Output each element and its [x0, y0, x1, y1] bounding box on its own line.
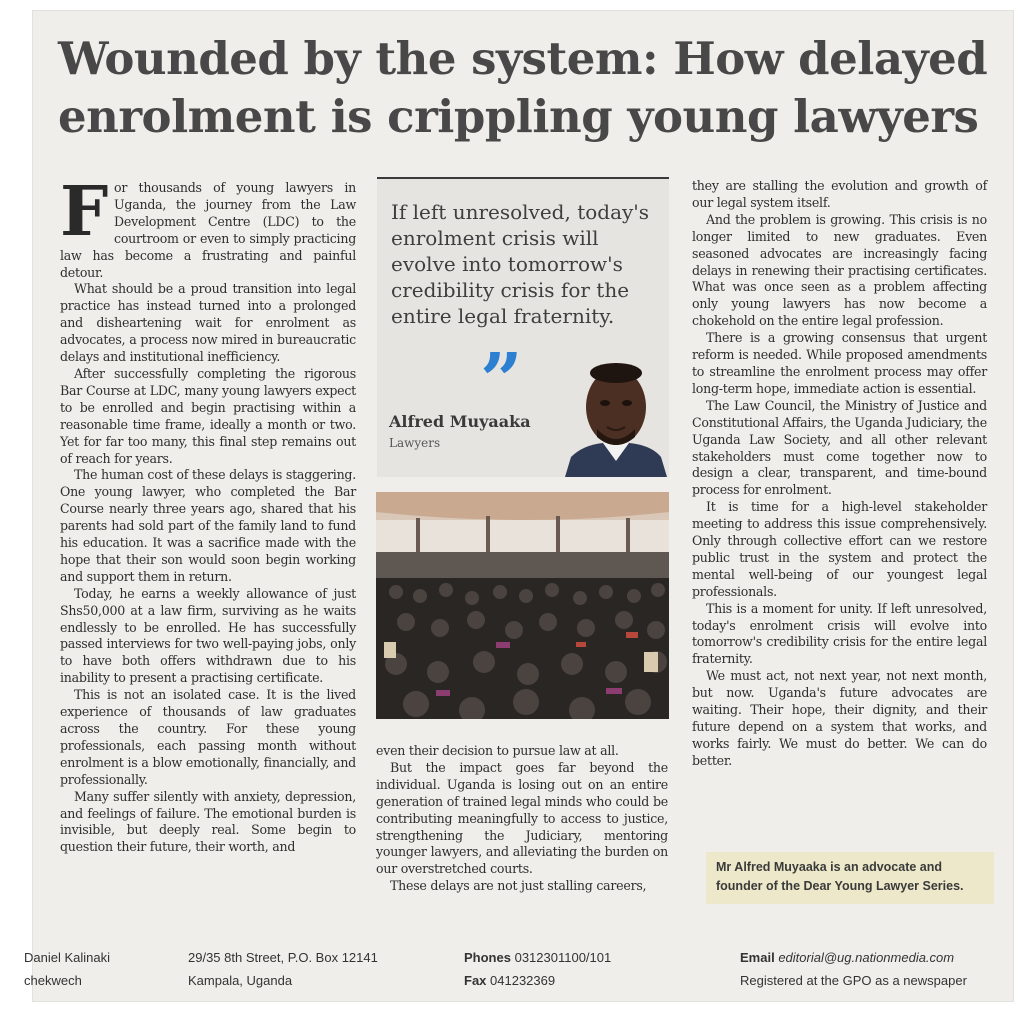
author-bio: Mr Alfred Muyaaka is an advocate and founder of the Dear Young Lawyer Series.: [706, 852, 994, 904]
footer-email: [740, 946, 967, 992]
paragraph: There is a growing consensus that urgent reform is needed. While proposed amendments to streamline the enrolment process may offer long-term hope, immediate action is essential.: [692, 330, 987, 396]
paragraph: This is not an isolated case. It is the lived experience of thousands of law graduates across the country. For these young professionals, each passing month without enrolment is a blow emotionally, financially, and professionally.: [60, 687, 356, 787]
footer-names: [24, 946, 110, 992]
quote-mark-icon: ”: [480, 338, 523, 424]
phones-label: Phones: [464, 950, 511, 965]
article-column-1: [60, 172, 356, 856]
email-value[interactable]: editorial@ug.nationmedia.com: [778, 950, 955, 965]
phones-value: 0312301100/101: [514, 950, 612, 965]
footer-address-line1: 29/35 8th Street, P.O. Box 12141: [188, 950, 378, 965]
paragraph: The Law Council, the Ministry of Justice and Constitutional Affairs, the Uganda Judiciary, the Uganda Law Society, and all other relevant stakeholders must come together now to design a clear, transparent, and time-bound process for enrolment.: [692, 397, 987, 498]
paragraph: It is time for a high-level stakeholder meeting to address this issue comprehensively. Only through collective effort can we restore public trust in the system and protect the mental well-being of our youngest legal professionals.: [692, 499, 987, 599]
drop-cap: F: [60, 172, 109, 252]
article-column-3: [692, 178, 987, 770]
paragraph: Many suffer silently with anxiety, depression, and feelings of failure. The emotional burden is invisible, but deeply real. Some begin to question their future, their worth, and: [60, 788, 356, 855]
footer-editor-name: Daniel Kalinaki: [24, 950, 110, 965]
footer-address-line2: Kampala, Uganda: [188, 973, 293, 988]
paragraph: The human cost of these delays is staggering. One young lawyer, who completed the Bar Course nearly three years ago, shared that his parents had sold part of the family land to fund his education. It was a sacrifice made with the hope that their son would soon begin working and support them in return.: [60, 467, 356, 584]
headline: Wounded by the system: How delayed enrolment is crippling young lawyers: [58, 32, 988, 143]
email-label: Email: [740, 950, 775, 965]
footer-address: [188, 946, 378, 992]
paragraph: After successfully completing the rigorous Bar Course at LDC, many young lawyers expect to be enrolled and begin practising within a reasonable time frame, ideally a month or two. Yet for far too many, this final step remains out of reach for years.: [60, 365, 356, 466]
paragraph: Today, he earns a weekly allowance of just Shs50,000 at a law firm, surviving as he waits endlessly to be enrolled. He has successfully passed interviews for two well-paying jobs, only to have both offers withdrawn due to his inability to present a practising certificate.: [60, 585, 356, 686]
graduation-photo: [376, 492, 669, 719]
paragraph: What should be a proud transition into legal practice has instead turned into a prolonged and disheartening wait for enrolment as advocates, a process now mired in bureaucratic delays and institutional inefficiency.: [60, 281, 356, 365]
paragraph: This is a moment for unity. If left unresolved, today's enrolment crisis will evolve into tomorrow's credibility crisis for the entire legal fraternity.: [692, 600, 987, 667]
paragraph: These delays are not just stalling careers,: [390, 878, 647, 894]
fax-value: 041232369: [490, 973, 556, 988]
footer-editor-name-2: chekwech: [24, 973, 82, 988]
registration-note: Registered at the GPO as a newspaper: [740, 973, 967, 988]
pull-quote-text: If left unresolved, today's enrolment crisis will evolve into tomorrow's credibility crisis for the entire legal fraternity.: [391, 200, 650, 328]
paragraph: For thousands of young lawyers in Uganda, the journey from the Law Development Centre (LDC) to the courtroom or even to simply practicing law has become a frustrating and painful detour.: [60, 172, 356, 280]
fax-label: Fax: [464, 973, 487, 988]
article-column-2: [376, 743, 668, 895]
pull-quote-box: [377, 177, 669, 477]
paragraph: But the impact goes far beyond the individual. Uganda is losing out on an entire generation of trained legal minds who could be contributing meaningfully to access to justice, strengthening the Judiciary, mentoring younger lawyers, and alleviating the burden on our overstretched courts.: [376, 759, 668, 877]
footer-contacts: [464, 946, 611, 992]
author-name: Alfred Muyaaka: [389, 412, 531, 431]
author-portrait: [563, 357, 669, 477]
paragraph: even their decision to pursue law at all.: [376, 743, 619, 758]
paragraph: And the problem is growing. This crisis is no longer limited to new graduates. Even seasoned advocates are increasingly facing delays in renewing their practising certificates. What was once seen as a problem affecting only young lawyers has now become a chokehold on the entire legal profession.: [692, 211, 987, 329]
author-role: Lawyers: [389, 436, 441, 450]
paragraph: they are stalling the evolution and growth of our legal system itself.: [692, 178, 987, 210]
paragraph: We must act, not next year, not next month, but now. Uganda's future advocates are waiting. Their hope, their dignity, and their future depend on a system that works, and works fairly. We must do better. We can do better.: [692, 668, 987, 768]
